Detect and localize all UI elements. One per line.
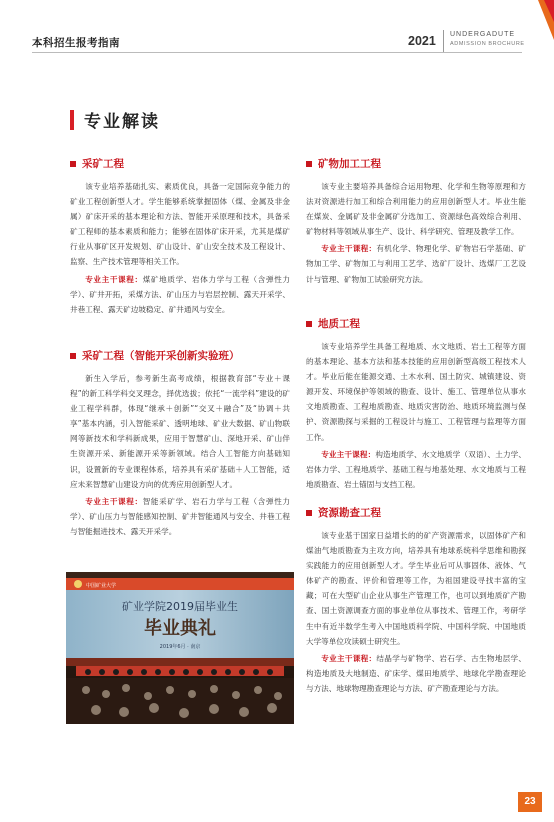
major-description: 该专业基于国家日益增长的的矿产资源需求，以固体矿产和煤油气地质勘查为主攻方向，培养具有地球系统科学思维和勘探实践能力的应用创新型人才。学生毕业后可从事固体、液体、气体矿产的勘查、评价和管理等工作，为祖国建设寻找丰富的宝藏；可在大型矿山企业从事生产管理工作，也可以到地质矿产勘查、国土资源调查方面的事业单位从事技术、管理工作，考研学生中有近半数学生考入中国地质科学院、中国科学院、中国地质大学等单位攻读硕士研究生。 [306,531,526,646]
major-description: 新生入学后，参考新生高考成绩，根据教育部“专业＋课程”的新工科学科交叉理念，择优选拔；依托“一流学科”建设的矿业工程学科群，体现“继承＋创新”“交叉＋融合”及“协调＋共享”基本内涵，引入智能采矿、透明地球、矿业大数据、矿山物联网等新技术和学科新成果，应用于智慧矿山、深地开采、矿山伴生资源开采、新能源开采等新领域。结合人工智能方向基础知识，设置新的专业课程体系，培养具有采矿基础＋人工智能，适应未来智慧矿山建设方向的优秀应用创新型人才。 [70,374,290,489]
major-courses: 专业主干课程：有机化学、物理化学、矿物岩石学基础、矿物加工学、矿物加工与利用工艺学、选矿厂设计、选煤厂工艺设计与管理、矿物加工试验研究方法。 [306,244,527,284]
header-separator [443,30,444,52]
graduation-photo [66,572,294,724]
ceremony-date: 2019年6月 · 南京 [159,644,201,650]
left-column [70,156,290,317]
square-bullet-icon [70,161,76,167]
section-heading-bar [70,110,74,130]
left-column-2 [70,348,290,539]
major-block-smart-mining [70,348,290,539]
corner-decoration [530,0,554,70]
header-divider [32,52,522,53]
right-column-3 [306,505,526,696]
right-column-2 [306,316,526,492]
major-courses: 专业主干课程：智能采矿学、岩石力学与工程（含弹性力学）、矿山压力与智能感知控制、矿井智能通风与安全、井巷工程与智能掘进技术、露天开采学。 [70,496,291,536]
brochure-title: 本科招生报考指南 [32,37,120,49]
major-title: 地质工程 [306,316,526,331]
header-year: 2021 [408,34,436,48]
major-title: 资源勘查工程 [306,505,526,520]
square-bullet-icon [306,510,312,516]
major-courses: 专业主干课程：构造地质学、水文地质学（双语）、土力学、岩体力学、工程地质学、基础工程与地基处理、水文地质与工程地质勘查、岩土锚固与支挡工程。 [306,449,526,489]
right-column [306,156,526,287]
major-title: 采矿工程 [70,156,290,171]
header-english-subtitle: ADMISSION BROCHURE [450,41,525,47]
page-header [0,0,554,52]
major-description: 该专业培养学生具备工程地质、水文地质、岩土工程等方面的基本理论、基本方法和基本技能的应用创新型高级工程技术人才。毕业后能在能源交通、土木水利、国土防灾、城镇建设、资源开发、环境保护等领域的勘查、设计、施工、管理单位从事水文地质勘查、工程地质勘查、地质灾害防治、地质环境监测与保护、资源勘探与采掘的工程设计与施工、工程管理与监理等方面工作。 [306,342,526,442]
major-description: 该专业主要培养具备综合运用物理、化学和生物等原理和方法对资源进行加工和综合利用能力的应用创新型人才。毕业生能在煤炭、金属矿及非金属矿分选加工、资源绿色高效综合利用、矿物材料等领域从事生产、设计、科学研究、管理及教学工作。 [306,182,526,237]
graduation-ceremony-image [66,572,294,724]
square-bullet-icon [306,161,312,167]
major-courses: 专业主干课程：煤矿地质学、岩体力学与工程（含弹性力学）、矿井开拓，采煤方法、矿山压力与岩层控制、露天开采学、井巷工程、露天矿边坡稳定、矿井通风与安全。 [70,274,291,314]
major-block-mineral-processing [306,156,526,287]
square-bullet-icon [306,321,312,327]
major-block-mining [70,156,290,317]
major-description: 该专业培养基础扎实、素质优良，具备一定国际竞争能力的矿业工程创新型人才。学生能够系统掌握固体（煤、金属及非金属）矿床开采的基本理论和方法、智能开采原理和技术，具备采矿工程师的基本素质和能力；能够在固体矿床开采，尤其是煤矿行业从事矿区开发规划、矿山设计、矿山安全技术及工程设计、监察、生产技术管理等相关工作。 [70,182,290,267]
banner-text: 矿业学院2019届毕业生 [122,600,238,613]
header-english-title: UNDERGADUTE [450,31,516,38]
major-title: 矿物加工工程 [306,156,526,171]
major-block-geology [306,316,526,492]
major-title: 采矿工程（智能开采创新实验班） [70,348,290,363]
section-heading [70,107,160,132]
university-logo-text: 中国矿业大学 [86,583,117,589]
calligraphy-text: 毕业典礼 [144,618,216,639]
section-heading-text: 专业解读 [84,112,160,132]
page-number: 23 [518,792,542,812]
major-block-resource-exploration [306,505,526,696]
major-courses: 专业主干课程：结晶学与矿物学、岩石学、古生物地层学、构造地质及大地制造、矿床学、煤田地质学、地球化学勘查理论与方法、地球物理勘查理论与方法、矿产勘查理论与方法。 [306,653,527,693]
square-bullet-icon [70,353,76,359]
